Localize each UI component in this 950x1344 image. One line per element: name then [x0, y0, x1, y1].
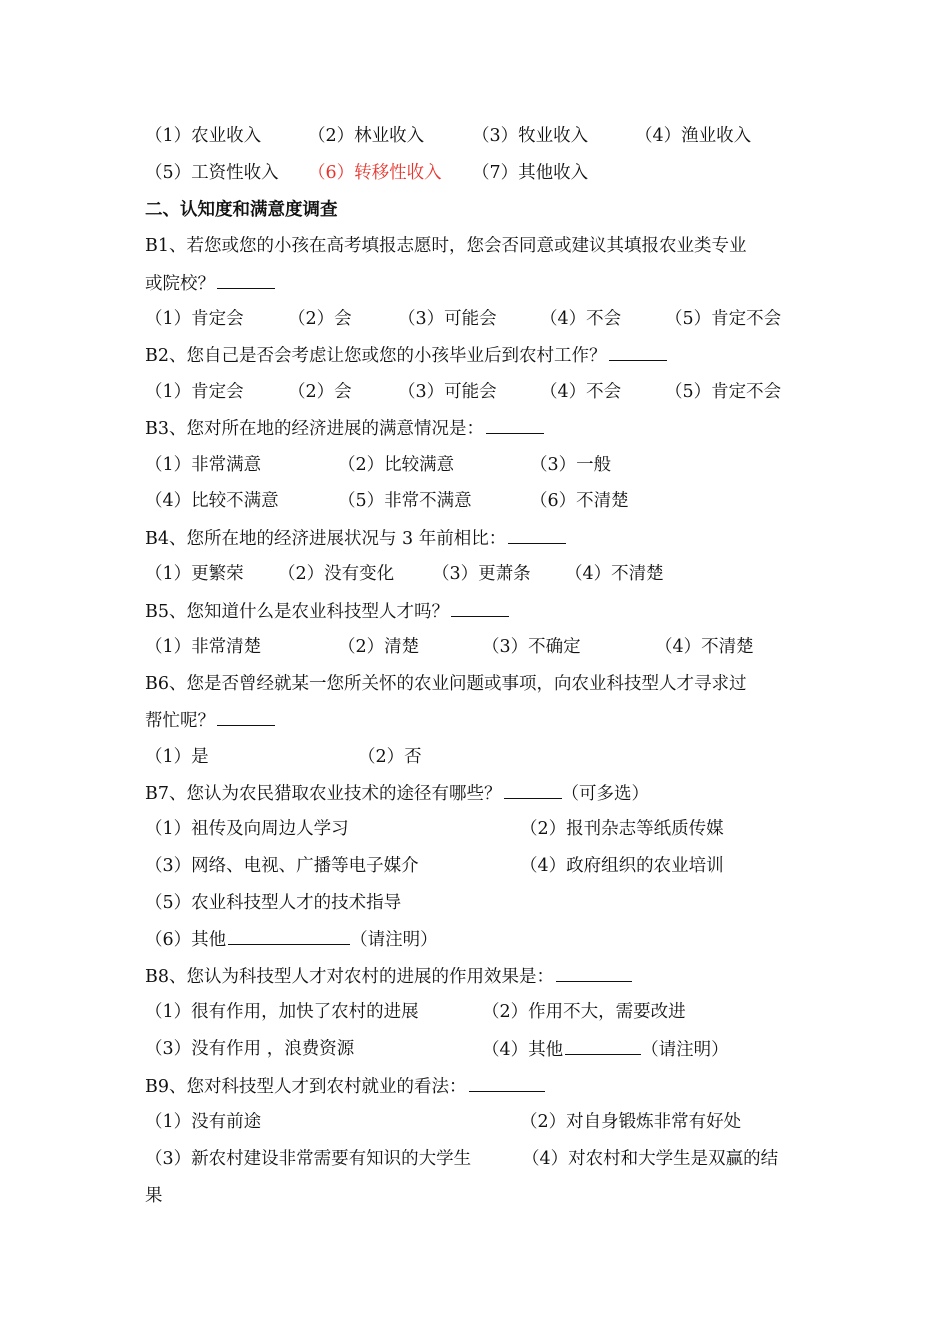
question-b4-text: B4、您所在地的经济进展状况与 3 年前相比：	[145, 529, 507, 549]
b9-option-4-wrap: 果	[145, 1186, 163, 1206]
b6-option-1: （1）是	[145, 747, 209, 767]
b4-option-3: （3）更萧条	[432, 564, 531, 584]
b8-option-1: （1）很有作用，加快了农村的进展	[145, 1002, 419, 1022]
b9-option-1: （1）没有前途	[145, 1112, 262, 1132]
option-other-income: （7）其他收入	[472, 163, 589, 183]
b7-multi-select-note: （可多选）	[561, 784, 649, 804]
b8-option-2: （2）作用不大，需要改进	[482, 1002, 686, 1022]
b2-option-3: （3）可能会	[398, 382, 497, 402]
b7-option-4: （4）政府组织的农业培训	[520, 856, 724, 876]
b7-option-1: （1）祖传及向周边人学习	[145, 819, 349, 839]
b1-options	[145, 302, 830, 336]
section-title: 二、认知度和满意度调查	[145, 200, 338, 220]
question-b9	[145, 1069, 545, 1104]
b4-options	[145, 557, 830, 591]
question-b2	[145, 338, 667, 373]
income-options-row-2	[145, 156, 830, 190]
answer-blank-b3[interactable]	[486, 411, 544, 434]
answer-blank-b6[interactable]	[217, 703, 275, 726]
b3-option-1: （1）非常满意	[145, 455, 262, 475]
question-b7	[145, 776, 649, 811]
option-forestry-income: （2）林业收入	[308, 126, 425, 146]
b5-options	[145, 630, 830, 664]
b5-option-4: （4）不清楚	[655, 637, 754, 657]
answer-blank-b4[interactable]	[508, 521, 566, 544]
b2-option-4: （4）不会	[540, 382, 622, 402]
b7-option-6	[145, 922, 438, 957]
b7-option-2: （2）报刊杂志等纸质传媒	[520, 819, 724, 839]
b5-option-2: （2）清楚	[338, 637, 420, 657]
question-b3	[145, 411, 544, 446]
b6-options	[145, 740, 830, 774]
b7-other-blank[interactable]	[228, 922, 350, 945]
b9-options-row-3	[145, 1179, 830, 1213]
b8-options-row-2	[145, 1032, 830, 1066]
question-b1-line2	[145, 266, 275, 301]
b3-option-4: （4）比较不满意	[145, 491, 279, 511]
option-livestock-income: （3）牧业收入	[472, 126, 589, 146]
option-fishery-income: （4）渔业收入	[635, 126, 752, 146]
b1-option-3: （3）可能会	[398, 309, 497, 329]
question-b2-text: B2、您自己是否会考虑让您或您的小孩毕业后到农村工作？	[145, 346, 607, 366]
b3-options-row-2	[145, 484, 830, 518]
b1-option-4: （4）不会	[540, 309, 622, 329]
b2-option-5: （5）肯定不会	[665, 382, 782, 402]
b8-option-4-label: （4）其他	[482, 1040, 564, 1060]
b3-option-5: （5）非常不满意	[338, 491, 472, 511]
b1-option-5: （5）肯定不会	[665, 309, 782, 329]
b8-option-3: （3）没有作用 ，浪费资源	[145, 1039, 355, 1059]
b3-option-6: （6）不清楚	[530, 491, 629, 511]
question-b8	[145, 959, 632, 994]
question-b4	[145, 521, 566, 556]
b7-options-row-4	[145, 922, 830, 956]
question-b6-text: 帮忙呢？	[145, 711, 215, 731]
option-agriculture-income: （1）农业收入	[145, 126, 262, 146]
question-b5-text: B5、您知道什么是农业科技型人才吗？	[145, 602, 449, 622]
b2-options	[145, 375, 830, 409]
question-b6-line1: B6、您是否曾经就某一您所关怀的农业问题或事项，向农业科技型人才寻求过	[145, 674, 747, 694]
b9-option-4: （4）对农村和大学生是双赢的结	[522, 1149, 779, 1169]
b5-option-1: （1）非常清楚	[145, 637, 262, 657]
b7-option-6-label: （6）其他	[145, 930, 227, 950]
answer-blank-b9[interactable]	[469, 1069, 545, 1092]
b8-option-4	[482, 1032, 729, 1067]
b7-option-3: （3）网络、电视、广播等电子媒介	[145, 856, 419, 876]
question-b6-line2	[145, 703, 275, 738]
b4-option-4: （4）不清楚	[565, 564, 664, 584]
b9-option-2: （2）对自身锻炼非常有好处	[520, 1112, 742, 1132]
b6-option-2: （2）否	[358, 747, 422, 767]
b5-option-3: （3）不确定	[482, 637, 581, 657]
income-options-row-1	[145, 119, 830, 153]
b9-options-row-2	[145, 1142, 830, 1176]
b8-other-note: （请注明）	[641, 1040, 729, 1060]
answer-blank-b8[interactable]	[556, 959, 632, 982]
b4-option-1: （1）更繁荣	[145, 564, 244, 584]
answer-blank-b1[interactable]	[217, 266, 275, 289]
question-b7-text: B7、您认为农民猎取农业技术的途径有哪些？	[145, 784, 502, 804]
b3-option-3: （3）一般	[530, 455, 612, 475]
b8-other-blank[interactable]	[565, 1032, 641, 1055]
b7-options-row-2	[145, 849, 830, 883]
b3-options-row-1	[145, 448, 830, 482]
answer-blank-b7[interactable]	[504, 776, 562, 799]
question-b3-text: B3、您对所在地的经济进展的满意情况是：	[145, 419, 484, 439]
question-b1-text: 或院校？	[145, 274, 215, 294]
b8-options-row-1	[145, 995, 830, 1029]
b2-option-1: （1）肯定会	[145, 382, 244, 402]
b9-option-3: （3）新农村建设非常需要有知识的大学生	[145, 1149, 472, 1169]
b7-other-note: （请注明）	[350, 930, 438, 950]
answer-blank-b5[interactable]	[451, 594, 509, 617]
b1-option-2: （2）会	[288, 309, 352, 329]
b9-options-row-1	[145, 1105, 830, 1139]
b4-option-2: （2）没有变化	[278, 564, 395, 584]
answer-blank-b2[interactable]	[609, 338, 667, 361]
b3-option-2: （2）比较满意	[338, 455, 455, 475]
option-transfer-income: （6）转移性收入	[308, 163, 442, 183]
question-b1-line1: B1、若您或您的小孩在高考填报志愿时，您会否同意或建议其填报农业类专业	[145, 236, 747, 256]
question-b5	[145, 594, 509, 629]
b7-option-5: （5）农业科技型人才的技术指导	[145, 893, 402, 913]
b1-option-1: （1）肯定会	[145, 309, 244, 329]
option-wage-income: （5）工资性收入	[145, 163, 279, 183]
question-b8-text: B8、您认为科技型人才对农村的进展的作用效果是：	[145, 967, 554, 987]
question-b9-text: B9、您对科技型人才到农村就业的看法：	[145, 1077, 467, 1097]
b2-option-2: （2）会	[288, 382, 352, 402]
b7-options-row-3	[145, 886, 830, 920]
b7-options-row-1	[145, 812, 830, 846]
